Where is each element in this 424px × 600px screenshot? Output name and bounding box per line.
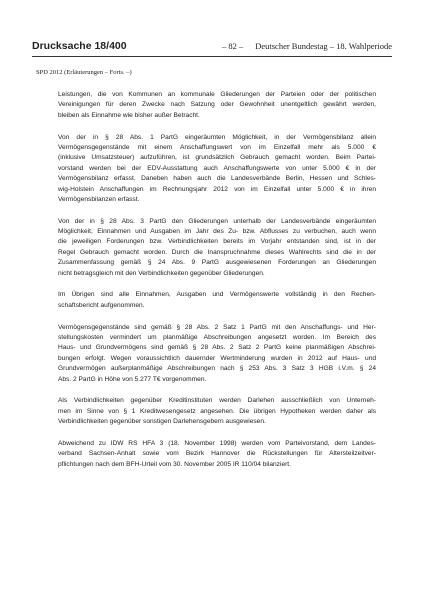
text-line: vorstand werden bei der EDV-Ausstattung auch Anschaffungswerte von unter 5.000 € in der [58, 164, 376, 172]
text-line: Vermögensbilanzen erfasst. [58, 195, 140, 203]
text-line: Regel Gebrauch gemacht worden. Durch die Inanspruchnahme dieses Wahlrechts sind die in der [58, 248, 376, 256]
text-line: men im Sinne von § 1 Kreditwesengesetz angesehen. Die übrigen Hypotheken werden daher als [58, 407, 376, 415]
text-line: Verbindlichkeiten gegenüber sonstigen Darlehensgebern ausgewiesen. [58, 418, 266, 426]
text-line: nicht betragsgleich mit den Verbindlichkeiten gegenüber Gliederungen. [58, 269, 265, 277]
section-title: SPD 2012 (Erläuterungen – Forts. –) [36, 69, 132, 76]
page-header [32, 40, 392, 54]
text-line: Vereinigungen für deren Zwecke nach Satzung oder Gewohnheit unentgeltlich gewährt werden, [58, 101, 376, 109]
text-line: Vermögensbilanz erfasst. Daneben haben auch die Landesverbände Berlin, Hessen und Schles- [58, 175, 376, 183]
text-line: wig-Holstein Anschaffungen im Rechnungsjahr 2012 von im Einzelfall unter 5.000 € in ihren [58, 185, 376, 193]
text-line: die jeweiligen Forderungen bzw. Verbindlichkeiten bereits im Vorjahr entstanden sind, ist in der [58, 238, 376, 246]
header-rule [32, 56, 392, 57]
text-line: Im Übrigen sind alle Einnahmen, Ausgaben und Vermögenswerte vollständig in den Rechen- [58, 291, 376, 299]
page-number: – 82 – [222, 41, 244, 51]
text-line: Haus- und Grundvermögens sind gemäß § 28 Abs. 2 Satz 2 PartG keine planmäßigen Abschrei- [58, 344, 376, 352]
text-line: stellungskosten vermindert um planmäßige Abschreibungen angesetzt worden. Im Bereich des [58, 333, 376, 341]
text-line: verband Sachsen-Anhalt sowie vom Bezirk Hannover die Rückstellungen für Altersteilzeitver- [58, 450, 376, 458]
text-line: Möglichkeit, Einnahmen und Ausgaben im Jahr des Zu- bzw. Abflusses zu verbuchen, auch wenn [58, 228, 376, 236]
text-line: Vermögensgegenstände sind gemäß § 28 Abs. 2 Satz 1 PartG mit den Anschaffungs- und Her- [58, 323, 376, 331]
text-line: (inklusive Umsatzsteuer) aufzuführen, ist grundsätzlich Gebrauch gemacht worden. Beim Partei- [58, 154, 376, 162]
paragraph [58, 439, 376, 470]
text-line: Von der in § 28 Abs. 1 PartG eingeräumten Möglichkeit, in der Vermögensbilanz allein [58, 133, 376, 141]
document-label [32, 40, 127, 52]
paragraph [58, 290, 376, 311]
paragraph [58, 217, 376, 279]
text-line: schaftsbericht aufgenommen. [58, 301, 145, 309]
document-body [58, 90, 376, 481]
text-line: Zusammenfassung gemäß § 24 Abs. 9 PartG ausgewiesenen Forderungen an Gliederungen [58, 259, 376, 267]
text-line: bleiben als Einnahme wie bisher außer Betracht. [58, 111, 200, 119]
text-line: Grundvermögen außerplanmäßige Abschreibungen nach § 253 Abs. 3 Satz 3 HGB i.V.m. § 24 [58, 365, 376, 373]
text-line: Abs. 2 PartG in Höhe von 5.277 T€ vorgenommen. [58, 375, 207, 383]
running-title: Deutscher Bundestag – 18. Wahlperiode [255, 41, 392, 51]
paragraph [58, 133, 376, 206]
paragraph [58, 396, 376, 427]
text-line: pflichtungen nach dem BFH-Urteil vom 30. November 2005 IR 110/04 bilanziert. [58, 460, 291, 468]
drucksache-label: Drucksache 18/ [32, 40, 110, 52]
text-line: bungen erfolgt. Wegen voraussichtlich dauernder Wertminderung wurden in 2012 auf Haus- und [58, 354, 376, 362]
paragraph [58, 323, 376, 385]
text-line: Von der in § 28 Abs. 3 PartG den Gliederungen unterhalb der Landesverbände eingeräumten [58, 217, 376, 225]
paragraph [58, 90, 376, 121]
text-line: Abweichend zu IDW RS HFA 3 (18. November 1998) werden vom Parteivorstand, dem Landes- [58, 439, 376, 447]
text-line: Leistungen, die von Kommunen an kommunale Gliederungen der Parteien oder der politischen [58, 91, 376, 98]
text-line: Vermögensgegenstände mit einem Anschaffungswert von im Einzelfall mehr als 5.000 € [58, 143, 376, 151]
drucksache-number: 400 [109, 40, 127, 52]
text-line: Als Verbindlichkeiten gegenüber Kreditinstituten werden Darlehen ausschließlich von Unterneh- [58, 397, 376, 405]
